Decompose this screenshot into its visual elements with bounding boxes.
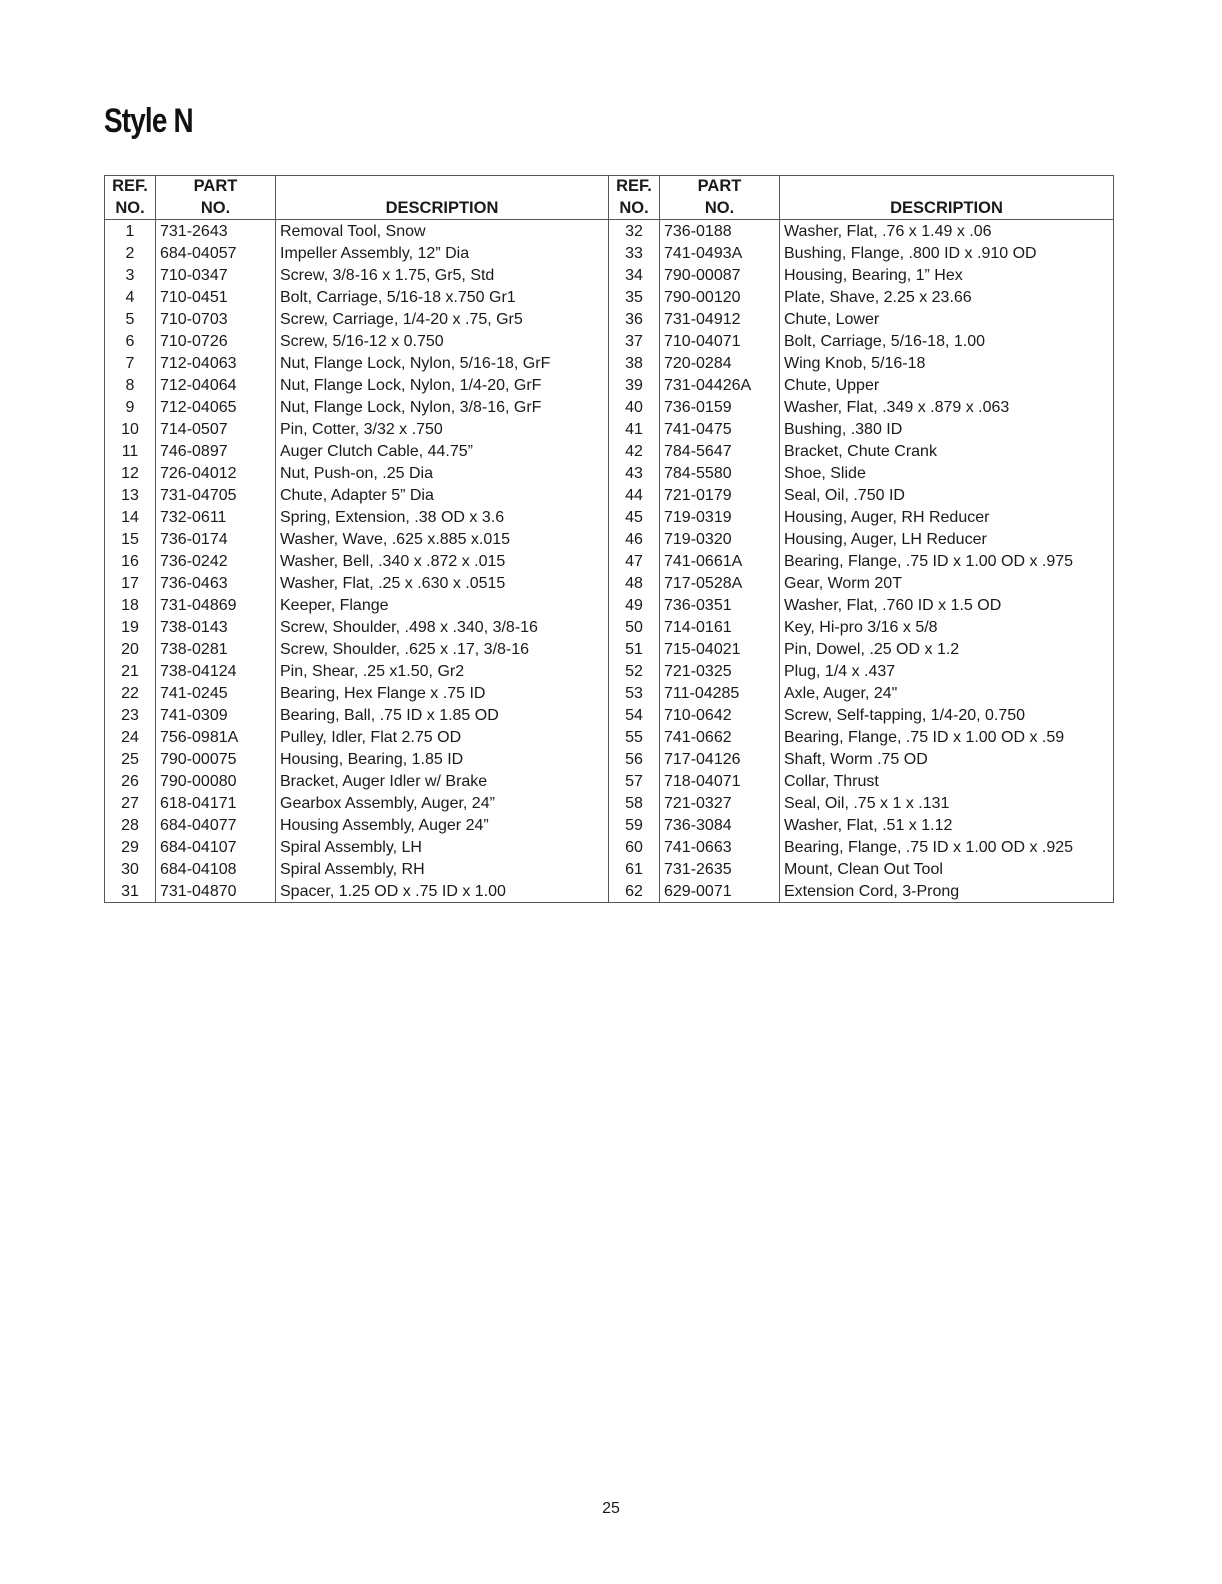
table-row: [105, 242, 1114, 264]
ref-no-cell: 61: [609, 858, 660, 880]
table-row: [105, 550, 1114, 572]
ref-no-cell: 9: [125, 398, 135, 416]
table-row: [105, 572, 1114, 594]
ref-no-cell: 4: [125, 288, 135, 306]
ref-no-cell: 11: [121, 442, 139, 460]
part-no-cell: 741-0663: [660, 836, 780, 858]
table-row: [105, 264, 1114, 286]
ref-no-cell: 29: [121, 838, 139, 856]
description-cell: Nut, Flange Lock, Nylon, 3/8-16, GrF: [276, 396, 609, 418]
part-no-cell: 719-0320: [660, 528, 780, 550]
description-cell: Plug, 1/4 x .437: [780, 660, 1114, 682]
part-no-cell: 712-04063: [156, 352, 276, 374]
part-no-cell: 731-04426A: [660, 374, 780, 396]
description-cell: Keeper, Flange: [276, 594, 609, 616]
part-no-cell: 718-04071: [660, 770, 780, 792]
table-row: [105, 220, 1114, 243]
description-header: DESCRIPTION: [780, 176, 1114, 220]
description-cell: Washer, Flat, .25 x .630 x .0515: [276, 572, 609, 594]
description-cell: Washer, Flat, .76 x 1.49 x .06: [780, 220, 1114, 243]
part-no-cell: 684-04057: [156, 242, 276, 264]
description-cell: Bearing, Flange, .75 ID x 1.00 OD x .975: [780, 550, 1114, 572]
part-no-cell: 741-0662: [660, 726, 780, 748]
table-row: [105, 726, 1114, 748]
ref-no-cell: 30: [121, 860, 139, 878]
description-cell: Bushing, Flange, .800 ID x .910 OD: [780, 242, 1114, 264]
description-cell: Screw, Shoulder, .625 x .17, 3/8-16: [276, 638, 609, 660]
description-cell: Washer, Bell, .340 x .872 x .015: [276, 550, 609, 572]
ref-no-cell: 46: [609, 528, 660, 550]
part-no-cell: 736-0174: [156, 528, 276, 550]
ref-no-cell: 25: [121, 750, 139, 768]
ref-no-cell: 50: [609, 616, 660, 638]
table-row: [105, 374, 1114, 396]
part-no-cell: 710-0726: [156, 330, 276, 352]
ref-no-cell: 6: [125, 332, 135, 350]
part-no-header: PART NO.: [660, 176, 780, 220]
description-cell: Pin, Dowel, .25 OD x 1.2: [780, 638, 1114, 660]
part-no-cell: 721-0179: [660, 484, 780, 506]
ref-no-cell: 53: [609, 682, 660, 704]
page-title: Style N: [104, 102, 193, 140]
part-no-cell: 731-04870: [156, 880, 276, 903]
description-cell: Bracket, Auger Idler w/ Brake: [276, 770, 609, 792]
description-cell: Spiral Assembly, RH: [276, 858, 609, 880]
ref-no-cell: 21: [121, 662, 139, 680]
ref-no-cell: 54: [609, 704, 660, 726]
part-no-cell: 714-0507: [156, 418, 276, 440]
table-row: [105, 484, 1114, 506]
ref-no-cell: 49: [609, 594, 660, 616]
part-no-cell: 712-04064: [156, 374, 276, 396]
part-no-cell: 731-2635: [660, 858, 780, 880]
ref-no-cell: 43: [609, 462, 660, 484]
description-cell: Seal, Oil, .75 x 1 x .131: [780, 792, 1114, 814]
ref-no-cell: 16: [121, 552, 139, 570]
part-no-cell: 726-04012: [156, 462, 276, 484]
description-cell: Pulley, Idler, Flat 2.75 OD: [276, 726, 609, 748]
description-cell: Screw, 5/16-12 x 0.750: [276, 330, 609, 352]
table-row: [105, 506, 1114, 528]
description-cell: Washer, Flat, .760 ID x 1.5 OD: [780, 594, 1114, 616]
ref-no-cell: 12: [121, 464, 139, 482]
description-cell: Gear, Worm 20T: [780, 572, 1114, 594]
description-cell: Housing Assembly, Auger 24”: [276, 814, 609, 836]
ref-no-cell: 17: [121, 574, 139, 592]
part-no-cell: 784-5580: [660, 462, 780, 484]
description-cell: Collar, Thrust: [780, 770, 1114, 792]
ref-no-cell: 26: [121, 772, 139, 790]
table-row: [105, 396, 1114, 418]
description-header: DESCRIPTION: [276, 176, 609, 220]
ref-no-cell: 40: [609, 396, 660, 418]
ref-no-cell: 62: [609, 880, 660, 903]
ref-no-cell: 28: [121, 816, 139, 834]
table-row: [105, 308, 1114, 330]
ref-no-cell: 35: [609, 286, 660, 308]
ref-no-cell: 38: [609, 352, 660, 374]
table-row: [105, 286, 1114, 308]
description-cell: Chute, Upper: [780, 374, 1114, 396]
part-no-cell: 736-0242: [156, 550, 276, 572]
description-cell: Key, Hi-pro 3/16 x 5/8: [780, 616, 1114, 638]
description-cell: Housing, Auger, LH Reducer: [780, 528, 1114, 550]
ref-no-cell: 51: [609, 638, 660, 660]
description-cell: Seal, Oil, .750 ID: [780, 484, 1114, 506]
description-cell: Chute, Lower: [780, 308, 1114, 330]
table-row: [105, 660, 1114, 682]
ref-no-cell: 13: [121, 486, 139, 504]
description-cell: Washer, Flat, .349 x .879 x .063: [780, 396, 1114, 418]
part-no-cell: 790-00087: [660, 264, 780, 286]
table-row: [105, 462, 1114, 484]
ref-no-cell: 24: [121, 728, 139, 746]
table-row: [105, 682, 1114, 704]
description-cell: Screw, Carriage, 1/4-20 x .75, Gr5: [276, 308, 609, 330]
part-no-cell: 714-0161: [660, 616, 780, 638]
table-row: [105, 418, 1114, 440]
ref-no-cell: 32: [609, 220, 660, 243]
table-row: [105, 528, 1114, 550]
description-cell: Bolt, Carriage, 5/16-18 x.750 Gr1: [276, 286, 609, 308]
part-no-cell: 710-0703: [156, 308, 276, 330]
table-row: [105, 616, 1114, 638]
ref-no-cell: 22: [121, 684, 139, 702]
ref-no-cell: 31: [121, 882, 139, 900]
ref-no-cell: 3: [125, 266, 135, 284]
description-cell: Screw, Shoulder, .498 x .340, 3/8-16: [276, 616, 609, 638]
description-cell: Spacer, 1.25 OD x .75 ID x 1.00: [276, 880, 609, 903]
part-no-cell: 736-0351: [660, 594, 780, 616]
description-cell: Extension Cord, 3-Prong: [780, 880, 1114, 903]
description-cell: Washer, Wave, .625 x.885 x.015: [276, 528, 609, 550]
description-cell: Bolt, Carriage, 5/16-18, 1.00: [780, 330, 1114, 352]
page-number: 25: [602, 1500, 620, 1517]
description-cell: Housing, Auger, RH Reducer: [780, 506, 1114, 528]
ref-no-cell: 5: [125, 310, 135, 328]
table-row: [105, 638, 1114, 660]
part-no-cell: 784-5647: [660, 440, 780, 462]
description-cell: Bearing, Flange, .75 ID x 1.00 OD x .59: [780, 726, 1114, 748]
part-no-cell: 720-0284: [660, 352, 780, 374]
part-no-cell: 746-0897: [156, 440, 276, 462]
table-row: [105, 594, 1114, 616]
part-no-cell: 738-0143: [156, 616, 276, 638]
part-no-cell: 731-04869: [156, 594, 276, 616]
ref-no-cell: 41: [609, 418, 660, 440]
part-no-cell: 717-04126: [660, 748, 780, 770]
description-cell: Shoe, Slide: [780, 462, 1114, 484]
part-no-header: PART NO.: [156, 176, 276, 220]
ref-no-cell: 1: [125, 222, 135, 240]
part-no-cell: 710-0642: [660, 704, 780, 726]
part-no-cell: 710-04071: [660, 330, 780, 352]
ref-no-cell: 57: [609, 770, 660, 792]
ref-no-cell: 7: [125, 354, 135, 372]
description-cell: Spiral Assembly, LH: [276, 836, 609, 858]
description-cell: Bearing, Ball, .75 ID x 1.85 OD: [276, 704, 609, 726]
ref-no-cell: 23: [121, 706, 139, 724]
ref-no-cell: 20: [121, 640, 139, 658]
part-no-cell: 711-04285: [660, 682, 780, 704]
ref-no-cell: 8: [125, 376, 135, 394]
table-row: [105, 330, 1114, 352]
part-no-cell: 684-04107: [156, 836, 276, 858]
ref-no-cell: 14: [121, 508, 139, 526]
part-no-cell: 618-04171: [156, 792, 276, 814]
description-cell: Chute, Adapter 5” Dia: [276, 484, 609, 506]
ref-no-cell: 18: [121, 596, 139, 614]
ref-no-cell: 48: [609, 572, 660, 594]
part-no-cell: 684-04108: [156, 858, 276, 880]
part-no-cell: 756-0981A: [156, 726, 276, 748]
ref-no-cell: 34: [609, 264, 660, 286]
description-cell: Pin, Cotter, 3/32 x .750: [276, 418, 609, 440]
parts-table-body: [105, 220, 1114, 903]
description-cell: Washer, Flat, .51 x 1.12: [780, 814, 1114, 836]
description-cell: Nut, Flange Lock, Nylon, 5/16-18, GrF: [276, 352, 609, 374]
part-no-cell: 790-00075: [156, 748, 276, 770]
part-no-cell: 715-04021: [660, 638, 780, 660]
part-no-cell: 717-0528A: [660, 572, 780, 594]
ref-no-cell: 37: [609, 330, 660, 352]
description-cell: Nut, Flange Lock, Nylon, 1/4-20, GrF: [276, 374, 609, 396]
part-no-cell: 741-0493A: [660, 242, 780, 264]
ref-no-cell: 15: [121, 530, 139, 548]
ref-no-header: REF. NO.: [609, 176, 660, 220]
part-no-cell: 629-0071: [660, 880, 780, 903]
table-header-row: [105, 176, 1114, 220]
ref-no-cell: 27: [121, 794, 139, 812]
description-cell: Screw, Self-tapping, 1/4-20, 0.750: [780, 704, 1114, 726]
description-cell: Housing, Bearing, 1.85 ID: [276, 748, 609, 770]
ref-no-cell: 60: [609, 836, 660, 858]
description-cell: Bearing, Flange, .75 ID x 1.00 OD x .925: [780, 836, 1114, 858]
description-cell: Housing, Bearing, 1” Hex: [780, 264, 1114, 286]
ref-no-cell: 10: [121, 420, 139, 438]
part-no-cell: 741-0245: [156, 682, 276, 704]
ref-no-cell: 45: [609, 506, 660, 528]
ref-no-cell: 2: [125, 244, 135, 262]
part-no-cell: 741-0661A: [660, 550, 780, 572]
part-no-cell: 710-0451: [156, 286, 276, 308]
description-cell: Pin, Shear, .25 x1.50, Gr2: [276, 660, 609, 682]
ref-no-cell: 59: [609, 814, 660, 836]
ref-no-cell: 44: [609, 484, 660, 506]
ref-no-cell: 39: [609, 374, 660, 396]
description-cell: Mount, Clean Out Tool: [780, 858, 1114, 880]
description-cell: Shaft, Worm .75 OD: [780, 748, 1114, 770]
description-cell: Bearing, Hex Flange x .75 ID: [276, 682, 609, 704]
part-no-cell: 721-0327: [660, 792, 780, 814]
table-row: [105, 704, 1114, 726]
description-cell: Plate, Shave, 2.25 x 23.66: [780, 286, 1114, 308]
ref-no-cell: 55: [609, 726, 660, 748]
ref-no-cell: 36: [609, 308, 660, 330]
table-row: [105, 814, 1114, 836]
description-cell: Wing Knob, 5/16-18: [780, 352, 1114, 374]
ref-no-cell: 33: [609, 242, 660, 264]
description-cell: Impeller Assembly, 12” Dia: [276, 242, 609, 264]
part-no-cell: 719-0319: [660, 506, 780, 528]
parts-table: [104, 175, 1114, 903]
part-no-cell: 712-04065: [156, 396, 276, 418]
part-no-cell: 736-0188: [660, 220, 780, 243]
description-cell: Axle, Auger, 24": [780, 682, 1114, 704]
ref-no-cell: 58: [609, 792, 660, 814]
description-cell: Auger Clutch Cable, 44.75”: [276, 440, 609, 462]
part-no-cell: 684-04077: [156, 814, 276, 836]
part-no-cell: 710-0347: [156, 264, 276, 286]
description-cell: Screw, 3/8-16 x 1.75, Gr5, Std: [276, 264, 609, 286]
description-cell: Spring, Extension, .38 OD x 3.6: [276, 506, 609, 528]
part-no-cell: 731-2643: [156, 220, 276, 243]
part-no-cell: 736-3084: [660, 814, 780, 836]
ref-no-cell: 19: [121, 618, 139, 636]
table-row: [105, 440, 1114, 462]
part-no-cell: 738-0281: [156, 638, 276, 660]
ref-no-cell: 47: [609, 550, 660, 572]
table-row: [105, 748, 1114, 770]
part-no-cell: 736-0159: [660, 396, 780, 418]
part-no-cell: 732-0611: [156, 506, 276, 528]
ref-no-cell: 42: [609, 440, 660, 462]
table-row: [105, 352, 1114, 374]
part-no-cell: 738-04124: [156, 660, 276, 682]
part-no-cell: 736-0463: [156, 572, 276, 594]
table-row: [105, 858, 1114, 880]
ref-no-cell: 52: [609, 660, 660, 682]
table-row: [105, 792, 1114, 814]
part-no-cell: 741-0475: [660, 418, 780, 440]
part-no-cell: 721-0325: [660, 660, 780, 682]
description-cell: Nut, Push-on, .25 Dia: [276, 462, 609, 484]
part-no-cell: 741-0309: [156, 704, 276, 726]
description-cell: Bushing, .380 ID: [780, 418, 1114, 440]
table-row: [105, 880, 1114, 903]
part-no-cell: 731-04912: [660, 308, 780, 330]
description-cell: Removal Tool, Snow: [276, 220, 609, 243]
part-no-cell: 731-04705: [156, 484, 276, 506]
ref-no-header: REF. NO.: [105, 176, 156, 220]
part-no-cell: 790-00080: [156, 770, 276, 792]
table-row: [105, 836, 1114, 858]
part-no-cell: 790-00120: [660, 286, 780, 308]
table-row: [105, 770, 1114, 792]
description-cell: Gearbox Assembly, Auger, 24”: [276, 792, 609, 814]
description-cell: Bracket, Chute Crank: [780, 440, 1114, 462]
ref-no-cell: 56: [609, 748, 660, 770]
